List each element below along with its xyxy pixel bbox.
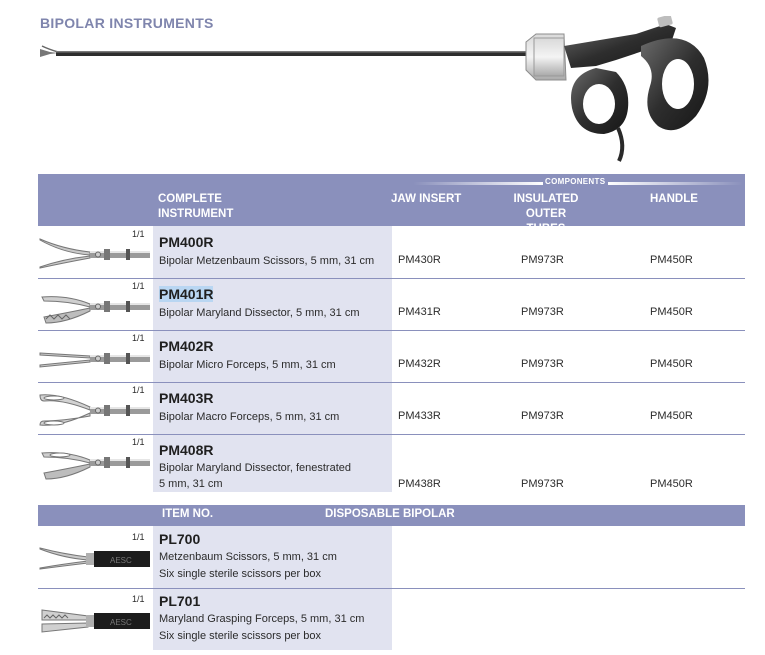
- disposable-tip-image: [38, 598, 150, 642]
- page-title: BIPOLAR INSTRUMENTS: [40, 15, 214, 31]
- instrument-code: PM408R: [159, 442, 214, 458]
- disposable-code: PL700: [159, 531, 201, 547]
- jaw-insert-code: PM438R: [398, 478, 441, 490]
- scale-label: 1/1: [132, 281, 145, 291]
- disposable-tip-image: [38, 536, 150, 580]
- disposable-code: PL701: [159, 593, 201, 609]
- disposable-description: Metzenbaum Scissors, 5 mm, 31 cm Six single sterile scissors per box: [159, 551, 337, 580]
- svg-text:AESC: AESC: [110, 556, 132, 565]
- handle-code: PM450R: [650, 410, 693, 422]
- svg-text:AESC: AESC: [110, 618, 132, 627]
- outer-tube-code: PM973R: [521, 306, 564, 318]
- instrument-description: Bipolar Macro Forceps, 5 mm, 31 cm: [159, 411, 340, 423]
- column-header-outer-tubes: INSULATED OUTER TUBES: [513, 193, 579, 235]
- handle-code: PM450R: [650, 478, 693, 490]
- outer-tube-code: PM973R: [521, 254, 564, 266]
- jaw-insert-code: PM432R: [398, 358, 441, 370]
- instrument-description: Bipolar Micro Forceps, 5 mm, 31 cm: [159, 359, 336, 371]
- scale-label: 1/1: [132, 229, 145, 239]
- jaw-insert-code: PM433R: [398, 410, 441, 422]
- column-header-handle: HANDLE: [650, 193, 698, 205]
- instrument-description: Bipolar Metzenbaum Scissors, 5 mm, 31 cm: [159, 255, 375, 267]
- column-header-item-no: ITEM NO.: [162, 508, 214, 520]
- instrument-code: PM401R: [159, 286, 214, 302]
- column-header-jaw-insert: JAW INSERT: [391, 193, 462, 205]
- disposable-description: Maryland Grasping Forceps, 5 mm, 31 cm Six single sterile scissors per box: [159, 613, 365, 642]
- bipolar-instrument-illustration: [36, 16, 726, 166]
- instrument-code: PM403R: [159, 390, 214, 406]
- disposable-header: [38, 505, 745, 526]
- jaw-insert-code: PM431R: [398, 306, 441, 318]
- disposable-bipolar-title: DISPOSABLE BIPOLAR: [325, 508, 455, 520]
- outer-tube-code: PM973R: [521, 358, 564, 370]
- disposable-row: [38, 526, 745, 588]
- scale-label: 1/1: [132, 532, 145, 542]
- table-row: [38, 434, 745, 492]
- jaw-insert-code: PM430R: [398, 254, 441, 266]
- table-row: [38, 226, 745, 278]
- disposable-row: [38, 588, 745, 650]
- scale-label: 1/1: [132, 594, 145, 604]
- outer-tube-code: PM973R: [521, 410, 564, 422]
- handle-code: PM450R: [650, 358, 693, 370]
- scale-label: 1/1: [132, 333, 145, 343]
- instrument-description: Bipolar Maryland Dissector, 5 mm, 31 cm: [159, 307, 360, 319]
- column-header-complete-instrument: COMPLETE INSTRUMENT: [158, 193, 234, 220]
- table-row: [38, 278, 745, 330]
- outer-tube-code: PM973R: [521, 478, 564, 490]
- components-group-label: COMPONENTS: [413, 177, 743, 187]
- instrument-code: PM402R: [159, 338, 214, 354]
- table-row: [38, 382, 745, 434]
- scale-label: 1/1: [132, 385, 145, 395]
- handle-code: PM450R: [650, 254, 693, 266]
- table-row: [38, 330, 745, 382]
- instrument-description: Bipolar Maryland Dissector, fenestrated 5 mm, 31 cm: [159, 462, 351, 490]
- instrument-code: PM400R: [159, 234, 214, 250]
- handle-code: PM450R: [650, 306, 693, 318]
- scale-label: 1/1: [132, 437, 145, 447]
